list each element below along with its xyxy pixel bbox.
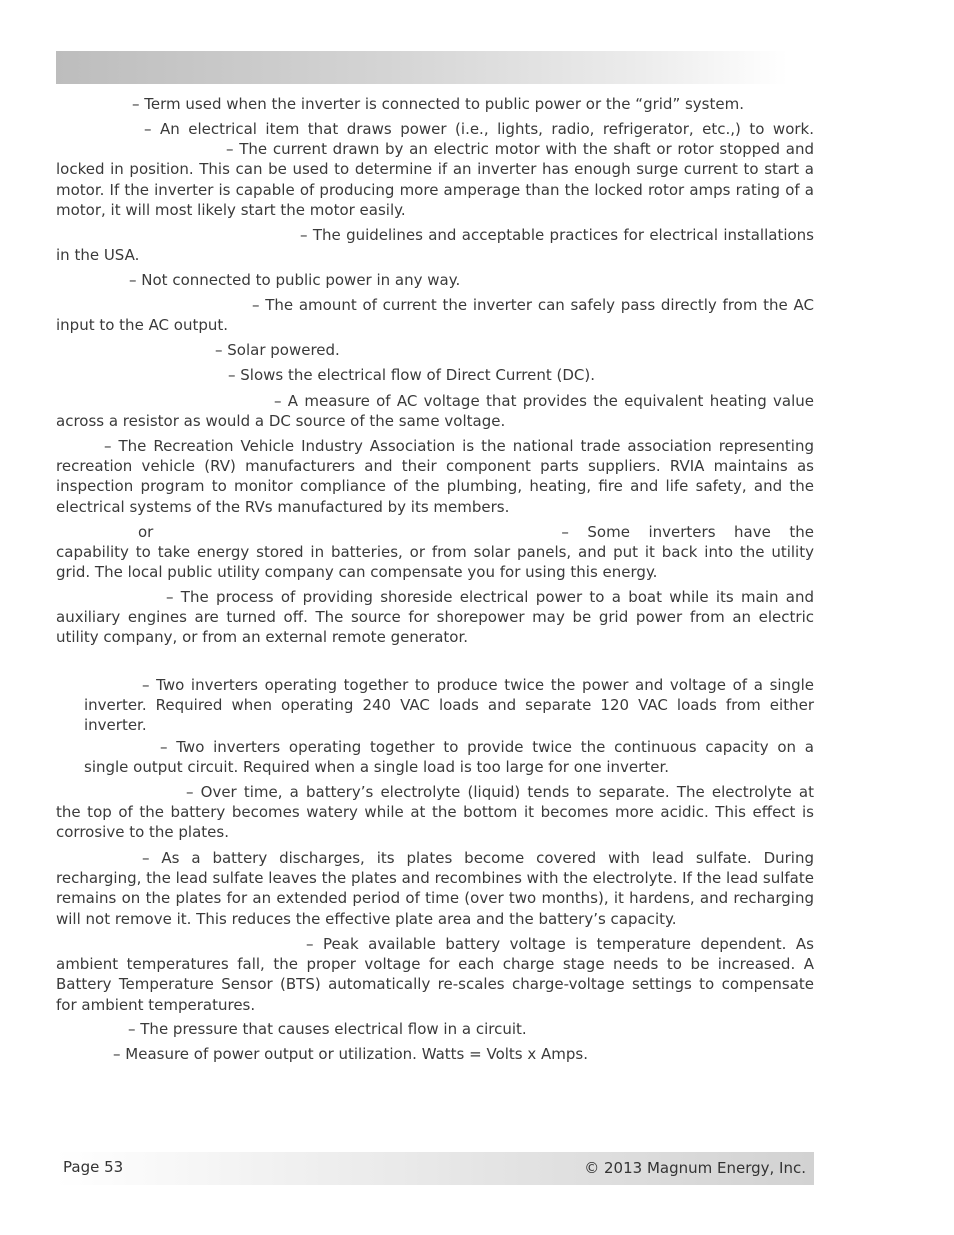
glossary-entry: – The guidelines and acceptable practices for electrical installations in the USA.: [56, 226, 814, 265]
glossary-entry: – Over time, a battery’s electrolyte (liquid) tends to separate. The electrolyte at the top of the battery becomes watery while at the bottom it becomes more acidic. This effect is corrosive to the plates.: [56, 783, 814, 842]
glossary-entry: – The amount of current the inverter can safely pass directly from the AC input to the AC output.: [56, 296, 814, 335]
glossary-entry: – Term used when the inverter is connected to public power or the “grid” system.: [132, 95, 744, 113]
glossary-entry: or – Some inverters have the capability to take energy stored in batteries, or from solar panels, and put it back into the utility grid. The local public utility company can compensate you for using this energy.: [56, 523, 814, 582]
page-number: Page 53: [63, 1158, 124, 1176]
glossary-entry: – Solar powered.: [215, 341, 340, 359]
glossary-entry: – The process of providing shoreside electrical power to a boat while its main and auxiliary engines are turned off. The source for shorepower may be grid power from an electric utility company, or from an external remote generator.: [56, 588, 814, 647]
glossary-subentry: – Two inverters operating together to produce twice the power and voltage of a single inverter. Required when operating 240 VAC loads and separate 120 VAC loads from either inverter.: [84, 676, 814, 735]
glossary-entry: – The pressure that causes electrical flow in a circuit.: [128, 1020, 527, 1038]
glossary-entry: – Measure of power output or utilization. Watts = Volts x Amps.: [113, 1045, 588, 1063]
glossary-entry: – The Recreation Vehicle Industry Association is the national trade association representing recreation vehicle (RV) manufacturers and their component parts suppliers. RVIA maintains as inspection program to monitor compliance of the plumbing, heating, fire and life safety, and the electrical systems of the RVs manufactured by its members.: [56, 437, 814, 516]
glossary-entry: – Peak available battery voltage is temperature dependent. As ambient temperatures fall, the proper voltage for each charge stage needs to be increased. A Battery Temperature Sensor (BTS) automatically re-scales charge-voltage settings to compensate for ambient temperatures.: [56, 935, 814, 1014]
glossary-entry: – Not connected to public power in any way.: [129, 271, 461, 289]
glossary-entry: – An electrical item that draws power (i.e., lights, radio, refrigerator, etc.,) to work. – The current drawn by an electric motor with the shaft or rotor stopped and locked in position. This can be used to determine if an inverter has enough surge current to start a motor. If the inverter is capable of producing more amperage than the locked rotor amps rating of a motor, it will most likely start the motor easily.: [56, 120, 814, 219]
glossary-entry: – Slows the electrical flow of Direct Current (DC).: [228, 366, 596, 384]
header-bar: [56, 51, 788, 84]
glossary-subentry: – Two inverters operating together to provide twice the continuous capacity on a single output circuit. Required when a single load is too large for one inverter.: [84, 738, 814, 777]
glossary-entry: – A measure of AC voltage that provides the equivalent heating value across a resistor as would a DC source of the same voltage.: [56, 392, 814, 431]
copyright-notice: © 2013 Magnum Energy, Inc.: [584, 1159, 806, 1177]
glossary-entry: – As a battery discharges, its plates become covered with lead sulfate. During recharging, the lead sulfate leaves the plates and recombines with the electrolyte. If the lead sulfate remains on the plates for an extended period of time (over two months), it hardens, and recharging will not remove it. This reduces the effective plate area and the battery’s capacity.: [56, 849, 814, 928]
